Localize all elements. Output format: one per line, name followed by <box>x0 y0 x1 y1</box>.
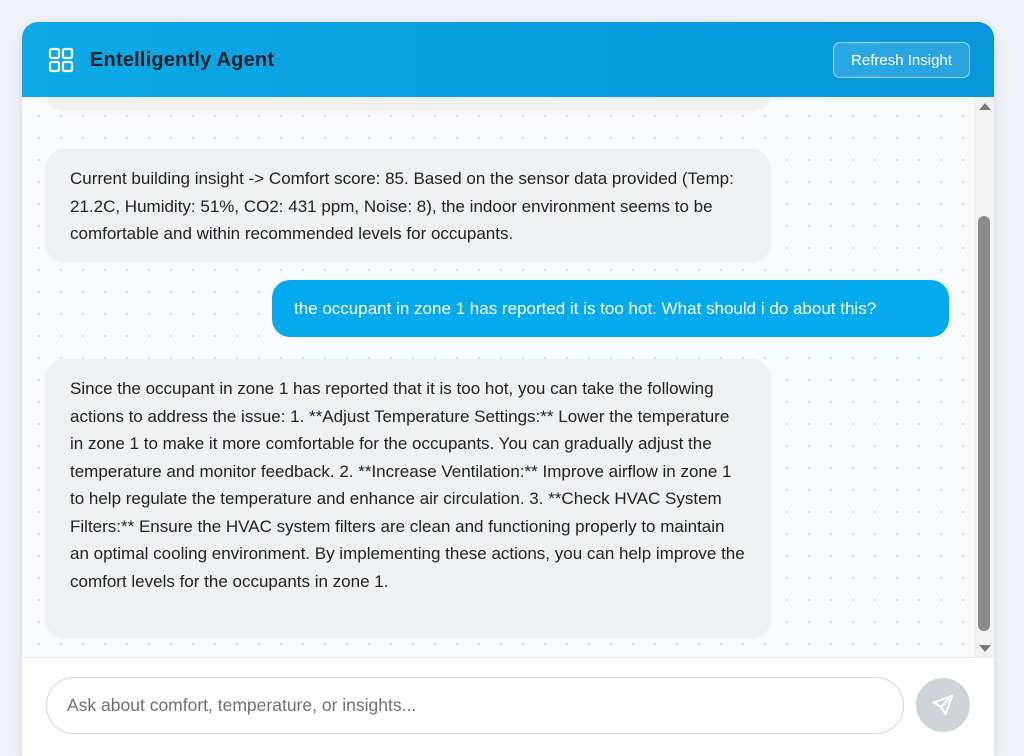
scroll-down-arrow-icon[interactable] <box>979 645 991 652</box>
chat-input[interactable] <box>46 677 904 734</box>
previous-message-bubble <box>46 97 770 109</box>
chat-header <box>22 22 994 97</box>
assistant-message: Current building insight -> Comfort score: 85. Based on the sensor data provided (Temp: 21.2C, Humidity: 51%, CO2: 431 ppm, Noise: 8), the indoor environment seems to be comfortable and within recommended levels for occupants. <box>46 149 770 260</box>
chat-panel <box>22 22 994 756</box>
message-scrollbar[interactable] <box>974 97 994 657</box>
send-icon <box>931 693 955 717</box>
refresh-insight-button[interactable]: Refresh Insight <box>833 42 970 78</box>
message-list[interactable] <box>22 97 974 657</box>
scrollbar-thumb[interactable] <box>978 216 990 631</box>
composer <box>22 657 994 756</box>
assistant-message: Since the occupant in zone 1 has reported that it is too hot, you can take the following actions to address the issue: 1. **Adjust Temperature Settings:** Lower the temperature in zone 1 to make it more comfortable for the occupants. You can gradually adjust the temperature and monitor feedback. 2. **Increase Ventilation:** Improve airflow in zone 1 to help regulate the temperature and enhance air circulation. 3. **Check HVAC System Filters:** Ensure the HVAC system filters are clean and functioning properly to maintain an optimal cooling environment. By implementing these actions, you can help improve the comfort levels for the occupants in zone 1. <box>46 359 770 636</box>
scroll-up-arrow-icon[interactable] <box>979 103 991 110</box>
grid-icon <box>48 47 74 73</box>
user-message: the occupant in zone 1 has reported it is too hot. What should i do about this? <box>272 280 949 337</box>
agent-title: Entelligently Agent <box>90 49 275 71</box>
send-button[interactable] <box>916 678 970 732</box>
